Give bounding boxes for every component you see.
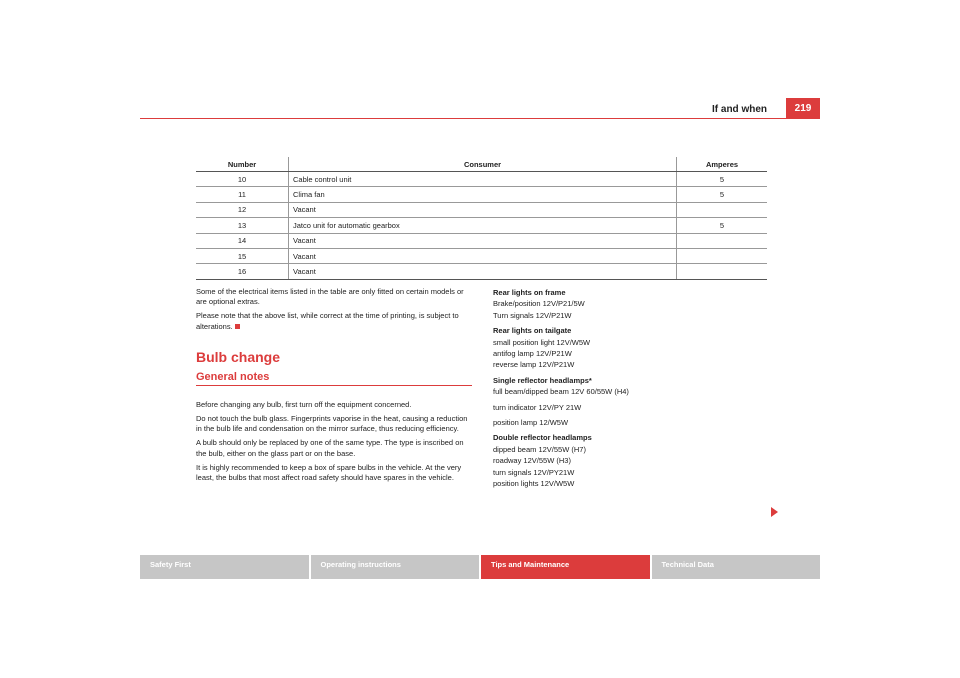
paragraph: A bulb should only be replaced by one of the same type. The type is inscribed on the bulb, either on the glass part or on the base.: [196, 438, 464, 458]
cell-amperes: [677, 202, 768, 217]
paragraph: Before changing any bulb, first turn off the equipment concerned.: [196, 399, 412, 409]
table-row: [196, 218, 767, 233]
bulb-spec-line: roadway 12V/55W (H3): [493, 456, 571, 466]
bulb-spec-line: Brake/position 12V/P21/5W: [493, 299, 585, 309]
bulb-spec-line: small position light 12V/W5W: [493, 337, 591, 347]
bulb-spec-line: reverse lamp 12V/P21W: [493, 360, 575, 370]
heading-single-reflector: Single reflector headlamps*: [493, 375, 592, 385]
table-header-row: [196, 157, 767, 172]
cell-consumer: Jatco unit for automatic gearbox: [289, 218, 677, 233]
cell-consumer: Vacant: [289, 248, 677, 263]
footer-tab-bar: [140, 555, 820, 579]
cell-number: 11: [196, 187, 289, 202]
column-header-number: Number: [196, 157, 289, 172]
table-row: [196, 264, 767, 279]
table-row: [196, 187, 767, 202]
cell-number: 10: [196, 172, 289, 187]
paragraph: It is highly recommended to keep a box of spare bulbs in the vehicle. At the very least, the bulbs that most affect road safety should have spares in the vehicle.: [196, 462, 462, 483]
note-alterations: [196, 311, 472, 331]
bulb-spec-line: position lamp 12/W5W: [493, 418, 569, 428]
bulb-spec-line: full beam/dipped beam 12V 60/55W (H4): [493, 387, 629, 397]
bulb-spec-line: Turn signals 12V/P21W: [493, 310, 572, 320]
heading-double-reflector: Double reflector headlamps: [493, 433, 592, 443]
bulb-spec-line: turn indicator 12V/PY 21W: [493, 402, 582, 412]
cell-number: 13: [196, 218, 289, 233]
continue-arrow-icon[interactable]: [771, 507, 778, 517]
cell-amperes: 5: [677, 218, 768, 233]
cell-amperes: [677, 264, 768, 279]
tab-tips-and-maintenance[interactable]: Tips and Maintenance: [481, 555, 650, 579]
table-row: [196, 248, 767, 263]
right-text-column: [493, 287, 773, 490]
page-header-title: If and when: [712, 104, 767, 115]
section-heading-bulb-change: Bulb change: [196, 348, 281, 365]
cell-number: 14: [196, 233, 289, 248]
bulb-spec-line: position lights 12V/W5W: [493, 479, 575, 489]
heading-rear-lights-frame: Rear lights on frame: [493, 288, 566, 297]
note-optional-items: Some of the electrical items listed in the table are only fitted on certain models or are optional extras.: [196, 287, 464, 307]
cell-amperes: 5: [677, 172, 768, 187]
cell-amperes: [677, 248, 768, 263]
subheading-divider: [196, 385, 472, 386]
page-number: 219: [786, 98, 820, 119]
bulb-spec-line: dipped beam 12V/55W (H7): [493, 444, 586, 454]
paragraph: Do not touch the bulb glass. Fingerprints vaporise in the heat, causing a reduction in the bulb life and condensation on the mirror surface, thus reducing efficiency.: [196, 414, 468, 434]
cell-amperes: [677, 233, 768, 248]
fuse-table: [196, 157, 767, 280]
left-text-column: [196, 287, 472, 487]
note-alterations-text: Please note that the above list, while correct at the time of printing, is subject to alterations.: [196, 311, 459, 331]
header-divider: [140, 118, 820, 119]
cell-consumer: Clima fan: [289, 187, 677, 202]
cell-consumer: Cable control unit: [289, 172, 677, 187]
cell-number: 16: [196, 264, 289, 279]
tab-operating-instructions[interactable]: Operating instructions: [311, 555, 480, 579]
cell-consumer: Vacant: [289, 233, 677, 248]
subheading-general-notes: General notes: [196, 370, 270, 383]
cell-number: 15: [196, 248, 289, 263]
cell-consumer: Vacant: [289, 264, 677, 279]
table-row: [196, 233, 767, 248]
column-header-amperes: Amperes: [677, 157, 768, 172]
tab-safety-first[interactable]: Safety First: [140, 555, 309, 579]
heading-rear-lights-tailgate: Rear lights on tailgate: [493, 326, 572, 336]
cell-amperes: 5: [677, 187, 768, 202]
table-row: [196, 172, 767, 187]
table-row: [196, 202, 767, 217]
bulb-spec-line: antifog lamp 12V/P21W: [493, 349, 572, 359]
cell-consumer: Vacant: [289, 202, 677, 217]
cell-number: 12: [196, 202, 289, 217]
bulb-spec-line: turn signals 12V/PY21W: [493, 467, 575, 477]
column-header-consumer: Consumer: [289, 157, 677, 172]
tab-technical-data[interactable]: Technical Data: [652, 555, 821, 579]
section-end-marker-icon: [235, 324, 240, 329]
